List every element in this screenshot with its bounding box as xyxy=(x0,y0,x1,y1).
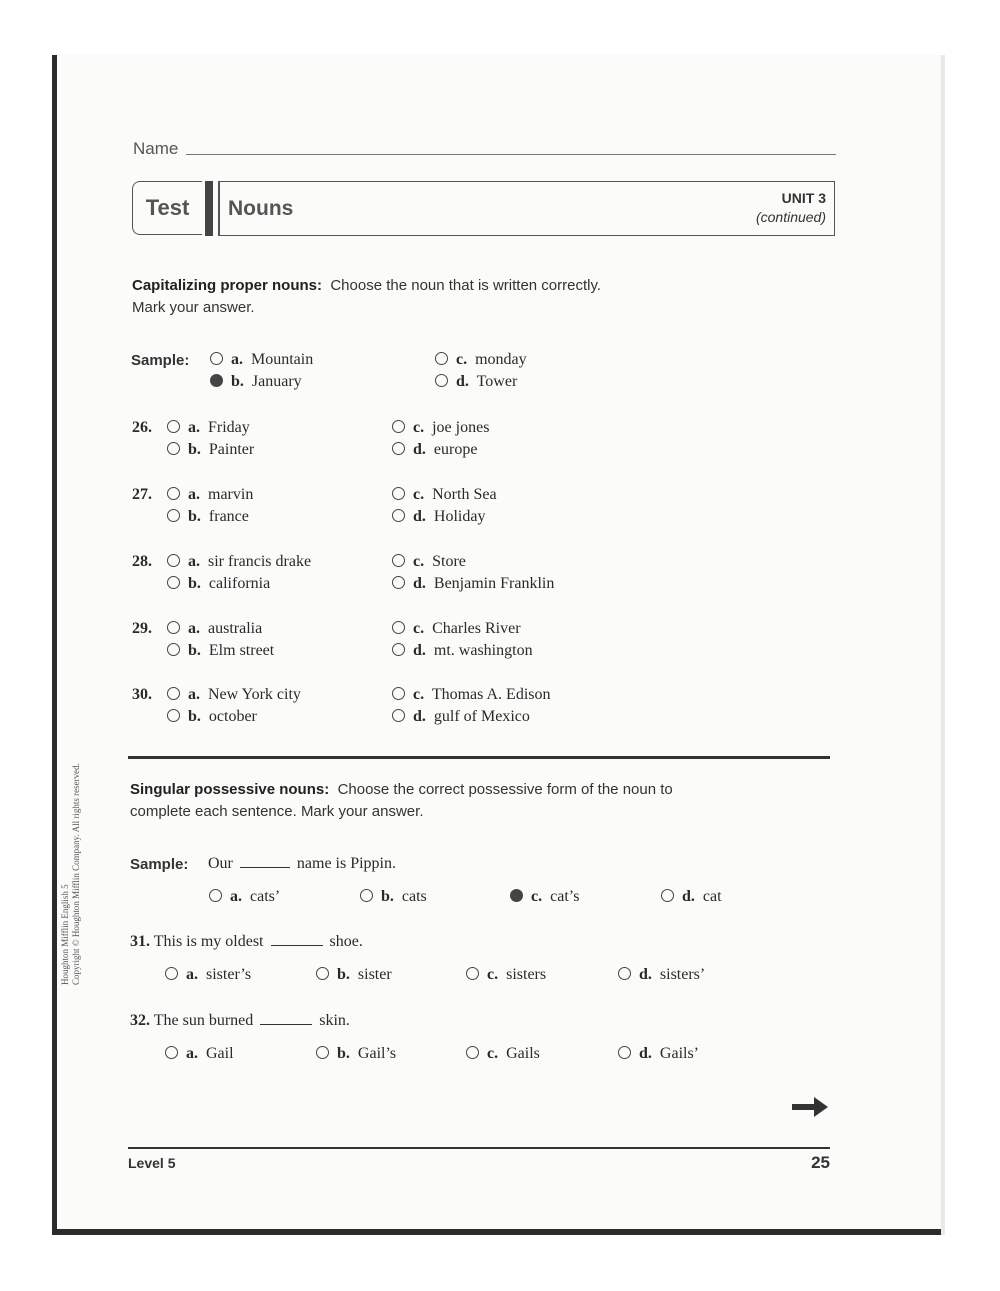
q29-option-c[interactable]: c. Charles River xyxy=(392,620,521,638)
question-number: 28. xyxy=(132,553,152,570)
q30-option-c[interactable]: c. Thomas A. Edison xyxy=(392,686,551,704)
sample1-option-c[interactable]: c. monday xyxy=(435,351,527,369)
section2-instruction-line1: Choose the correct possessive form of the noun to xyxy=(337,781,673,798)
answer-bubble[interactable] xyxy=(167,554,180,567)
answer-bubble[interactable] xyxy=(435,352,448,365)
question-number: 26. xyxy=(132,419,152,436)
q29-option-b[interactable]: b. Elm street xyxy=(167,642,274,660)
answer-bubble[interactable] xyxy=(392,687,405,700)
q31-sentence: 31. This is my oldest shoe. xyxy=(130,933,363,950)
sample1-label: Sample: xyxy=(131,352,190,369)
footer-divider xyxy=(128,1147,830,1149)
answer-bubble-filled[interactable] xyxy=(510,889,523,902)
sample2-sentence: Our name is Pippin. xyxy=(208,855,396,872)
sample1-option-b[interactable]: b. January xyxy=(210,373,302,391)
q28-option-d[interactable]: d. Benjamin Franklin xyxy=(392,575,554,593)
question-number: 30. xyxy=(132,686,152,703)
q29-option-a[interactable]: a. australia xyxy=(167,620,262,638)
answer-bubble[interactable] xyxy=(661,889,674,902)
header-divider-bar xyxy=(205,181,213,236)
answer-bubble[interactable] xyxy=(165,1046,178,1059)
answer-bubble-filled[interactable] xyxy=(210,374,223,387)
answer-bubble[interactable] xyxy=(435,374,448,387)
answer-bubble[interactable] xyxy=(392,643,405,656)
sample1-option-d[interactable]: d. Tower xyxy=(435,373,517,391)
answer-bubble[interactable] xyxy=(392,576,405,589)
q27-option-c[interactable]: c. North Sea xyxy=(392,486,497,504)
answer-bubble[interactable] xyxy=(316,1046,329,1059)
q28-option-a[interactable]: a. sir francis drake xyxy=(167,553,311,571)
q28-option-b[interactable]: b. california xyxy=(167,575,270,593)
answer-bubble[interactable] xyxy=(392,487,405,500)
name-label: Name xyxy=(133,139,179,158)
section1-instruction-line2: Mark your answer. xyxy=(132,299,255,316)
answer-bubble[interactable] xyxy=(392,420,405,433)
q32-option-c[interactable]: c. Gails xyxy=(466,1045,540,1063)
section1-heading: Capitalizing proper nouns: xyxy=(132,277,322,294)
test-label: Test xyxy=(132,181,202,235)
section1-instructions xyxy=(132,275,601,319)
continued-label: (continued) xyxy=(755,209,826,225)
question-number: 27. xyxy=(132,486,152,503)
page-title: Nouns xyxy=(228,197,294,220)
answer-bubble[interactable] xyxy=(392,709,405,722)
q32-option-a[interactable]: a. Gail xyxy=(165,1045,234,1063)
answer-bubble[interactable] xyxy=(167,442,180,455)
blank-line[interactable] xyxy=(260,1024,312,1025)
page-number: 25 xyxy=(811,1153,830,1172)
q27-option-b[interactable]: b. france xyxy=(167,508,249,526)
answer-bubble[interactable] xyxy=(167,709,180,722)
q30-option-a[interactable]: a. New York city xyxy=(167,686,301,704)
name-field-line[interactable] xyxy=(186,154,836,155)
footer-level: Level 5 xyxy=(128,1155,176,1171)
copyright-side-text: Houghton Mifflin English 5 Copyright © Houghton Mifflin Company. All rights reserved. xyxy=(60,763,81,985)
question-number: 31. xyxy=(130,933,150,950)
q29-option-d[interactable]: d. mt. washington xyxy=(392,642,533,660)
answer-bubble[interactable] xyxy=(167,576,180,589)
q32-sentence: 32. The sun burned skin. xyxy=(130,1012,350,1029)
question-number: 32. xyxy=(130,1012,150,1029)
answer-bubble[interactable] xyxy=(167,687,180,700)
sample2-label: Sample: xyxy=(130,856,189,873)
sample2-option-b[interactable]: b. cats xyxy=(360,888,427,906)
section2-instructions xyxy=(130,779,673,823)
section2-instruction-line2: complete each sentence. Mark your answer. xyxy=(130,803,424,820)
answer-bubble[interactable] xyxy=(360,889,373,902)
answer-bubble[interactable] xyxy=(167,420,180,433)
answer-bubble[interactable] xyxy=(167,487,180,500)
answer-bubble[interactable] xyxy=(316,967,329,980)
blank-line[interactable] xyxy=(271,945,323,946)
sample2-option-d[interactable]: d. cat xyxy=(661,888,722,906)
answer-bubble[interactable] xyxy=(466,967,479,980)
q30-option-b[interactable]: b. october xyxy=(167,708,257,726)
section1-instruction-line1: Choose the noun that is written correctly. xyxy=(330,277,602,294)
unit-label: UNIT 3 xyxy=(781,190,826,206)
answer-bubble[interactable] xyxy=(167,621,180,634)
q26-option-b[interactable]: b. Painter xyxy=(167,441,254,459)
arrow-right-icon[interactable] xyxy=(790,1094,830,1125)
q26-option-a[interactable]: a. Friday xyxy=(167,419,250,437)
q31-option-d[interactable]: d. sisters’ xyxy=(618,966,705,984)
answer-bubble[interactable] xyxy=(167,509,180,522)
answer-bubble[interactable] xyxy=(210,352,223,365)
answer-bubble[interactable] xyxy=(209,889,222,902)
q27-option-d[interactable]: d. Holiday xyxy=(392,508,485,526)
q26-option-d[interactable]: d. europe xyxy=(392,441,477,459)
answer-bubble[interactable] xyxy=(618,1046,631,1059)
answer-bubble[interactable] xyxy=(165,967,178,980)
answer-bubble[interactable] xyxy=(392,621,405,634)
answer-bubble[interactable] xyxy=(466,1046,479,1059)
q27-option-a[interactable]: a. marvin xyxy=(167,486,253,504)
q30-option-d[interactable]: d. gulf of Mexico xyxy=(392,708,530,726)
answer-bubble[interactable] xyxy=(392,509,405,522)
q26-option-c[interactable]: c. joe jones xyxy=(392,419,489,437)
section2-heading: Singular possessive nouns: xyxy=(130,781,330,798)
blank-line[interactable] xyxy=(240,867,290,868)
answer-bubble[interactable] xyxy=(392,554,405,567)
q32-option-b[interactable]: b. Gail’s xyxy=(316,1045,396,1063)
answer-bubble[interactable] xyxy=(167,643,180,656)
answer-bubble[interactable] xyxy=(618,967,631,980)
q31-option-a[interactable]: a. sister’s xyxy=(165,966,251,984)
answer-bubble[interactable] xyxy=(392,442,405,455)
sample1-option-a[interactable]: a. Mountain xyxy=(210,351,313,369)
q32-option-d[interactable]: d. Gails’ xyxy=(618,1045,699,1063)
sample2-option-a[interactable]: a. cats’ xyxy=(209,888,280,906)
q31-option-b[interactable]: b. sister xyxy=(316,966,392,984)
section-divider xyxy=(128,756,830,759)
question-number: 29. xyxy=(132,620,152,637)
q31-option-c[interactable]: c. sisters xyxy=(466,966,546,984)
q28-option-c[interactable]: c. Store xyxy=(392,553,466,571)
page-edge xyxy=(941,55,945,1235)
sample2-option-c[interactable]: c. cat’s xyxy=(510,888,579,906)
